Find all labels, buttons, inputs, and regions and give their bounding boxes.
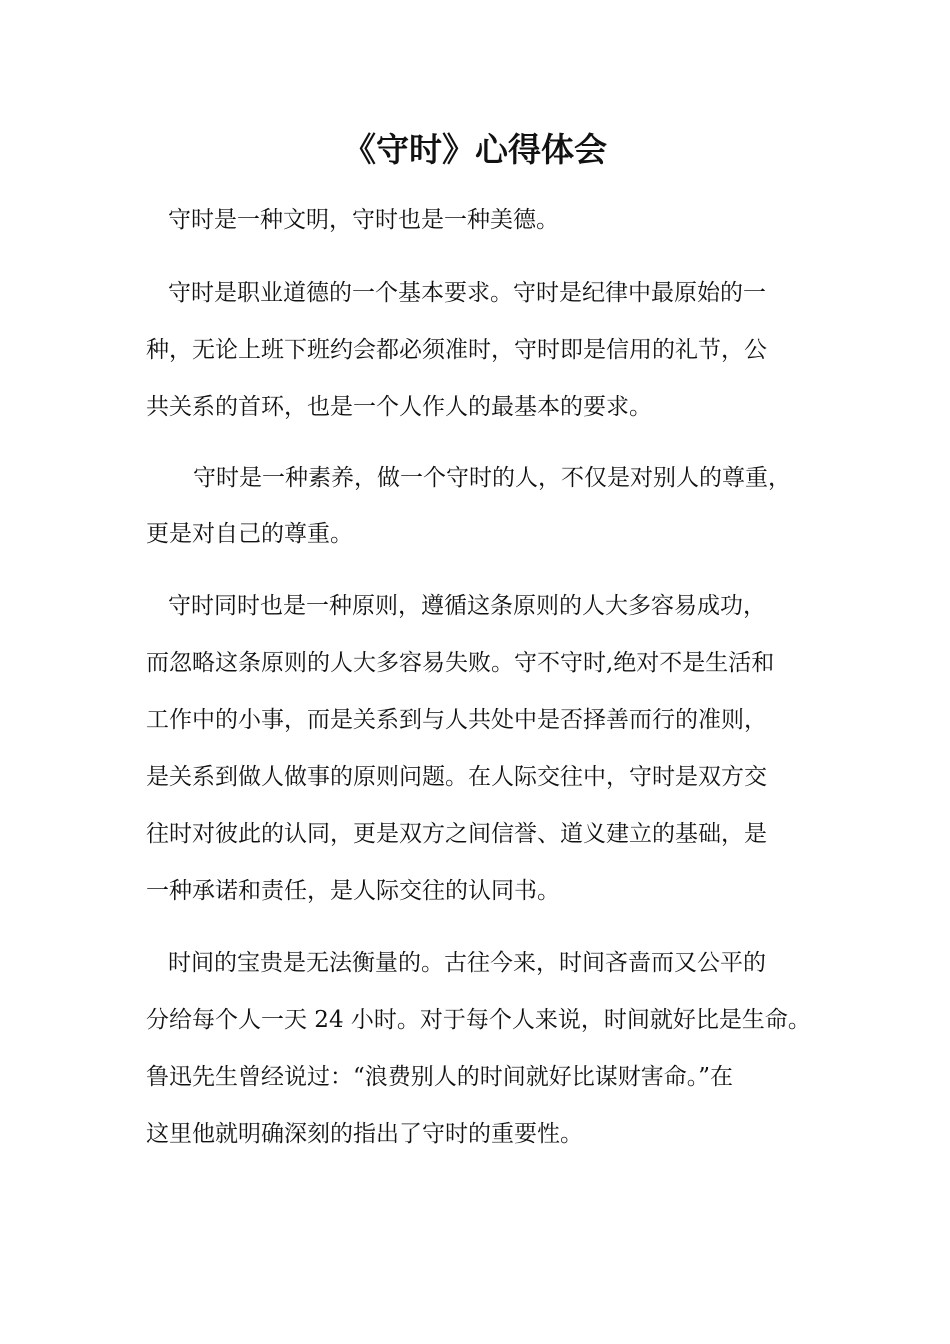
paragraph-2-line-2: 种，无论上班下班约会都必须准时，守时即是信用的礼节，公 bbox=[146, 337, 767, 363]
paragraph-5-line-4: 这里他就明确深刻的指出了守时的重要性。 bbox=[146, 1121, 583, 1147]
paragraph-5-line-1: 时间的宝贵是无法衡量的。古往今来，时间吝啬而又公平的 bbox=[168, 950, 766, 976]
paragraph-4-line-4: 是关系到做人做事的原则问题。在人际交往中，守时是双方交 bbox=[146, 764, 767, 790]
paragraph-1-line-1: 守时是一种文明，守时也是一种美德。 bbox=[168, 207, 559, 233]
paragraph-4-line-1: 守时同时也是一种原则，遵循这条原则的人大多容易成功， bbox=[168, 593, 766, 619]
paragraph-4-line-2: 而忽略这条原则的人大多容易失败。守不守时,绝对不是生活和 bbox=[146, 650, 775, 676]
paragraph-4-line-6: 一种承诺和责任，是人际交往的认同书。 bbox=[146, 878, 560, 904]
paragraph-4-line-3: 工作中的小事，而是关系到与人共处中是否择善而行的准则， bbox=[146, 707, 767, 733]
paragraph-5-line-2: 分给每个人一天 24 小时。对于每个人来说，时间就好比是生命。 bbox=[146, 1007, 811, 1033]
paragraph-3-line-2: 更是对自己的尊重。 bbox=[146, 521, 353, 547]
paragraph-2-line-1: 守时是职业道德的一个基本要求。守时是纪律中最原始的一 bbox=[168, 280, 766, 306]
paragraph-5-line-3: 鲁迅先生曾经说过：“浪费别人的时间就好比谋财害命。”在 bbox=[146, 1064, 734, 1090]
paragraph-4-line-5: 往时对彼此的认同，更是双方之间信誉、道义建立的基础，是 bbox=[146, 821, 767, 847]
document-title: 《守时》心得体会 bbox=[343, 130, 607, 169]
paragraph-2-line-3: 共关系的首环，也是一个人作人的最基本的要求。 bbox=[146, 394, 652, 420]
paragraph-3-line-1: 守时是一种素养，做一个守时的人，不仅是对别人的尊重， bbox=[193, 465, 791, 491]
